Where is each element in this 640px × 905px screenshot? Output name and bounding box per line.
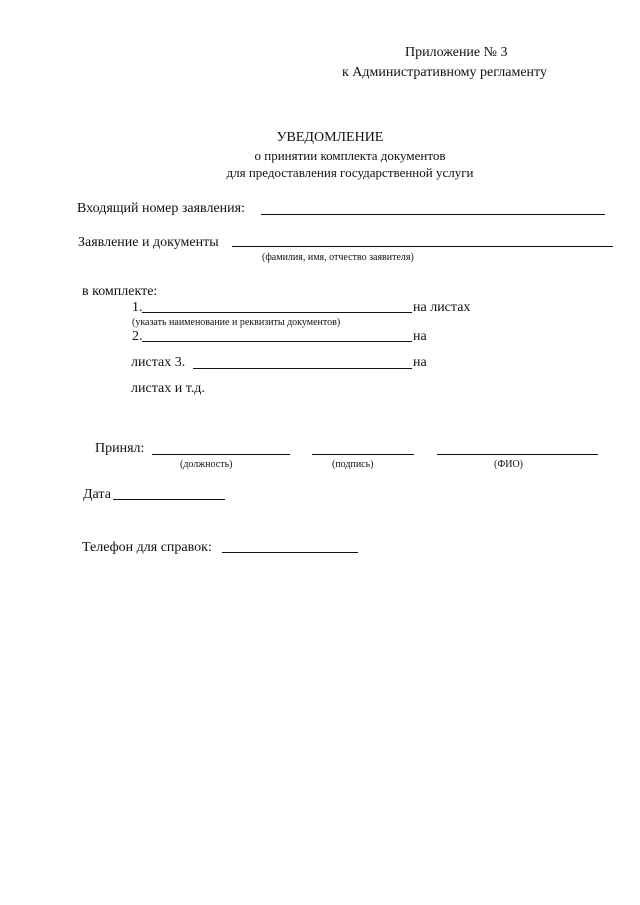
signature-hint: (подпись): [332, 459, 374, 470]
full-name-field[interactable]: [437, 454, 598, 455]
item-3-prefix: листах 3.: [131, 355, 186, 370]
application-documents-label: Заявление и документы: [78, 235, 219, 250]
document-title: УВЕДОМЛЕНИЕ: [276, 130, 384, 145]
full-name-hint: (ФИО): [494, 459, 524, 470]
item-2-number: 2.: [132, 329, 143, 344]
incoming-number-label: Входящий номер заявления:: [77, 201, 245, 216]
date-label: Дата: [83, 487, 111, 502]
etc-line: листах и т.д.: [131, 381, 205, 396]
item-1-number: 1.: [132, 300, 143, 315]
incoming-number-field[interactable]: [261, 214, 605, 215]
item-3-pages-label: на: [413, 355, 427, 370]
item-3-field[interactable]: [193, 368, 412, 369]
phone-label: Телефон для справок:: [82, 540, 212, 555]
item-2-pages-label: на: [413, 329, 427, 344]
document-subtitle-line-1: о принятии комплекта документов: [254, 148, 446, 163]
item-1-field[interactable]: [142, 312, 412, 313]
position-hint: (должность): [180, 459, 233, 470]
item-1-pages-label: на листах: [413, 300, 471, 315]
item-hint: (указать наименование и реквизиты документов): [132, 317, 341, 328]
phone-field[interactable]: [222, 552, 358, 553]
item-2-field[interactable]: [142, 341, 412, 342]
document-subtitle-line-2: для предоставления государственной услуги: [226, 165, 474, 180]
date-field[interactable]: [113, 499, 225, 500]
applicant-name-field[interactable]: [232, 246, 613, 247]
accepted-label: Принял:: [95, 441, 145, 456]
position-field[interactable]: [152, 454, 290, 455]
signature-field[interactable]: [312, 454, 414, 455]
in-set-label: в комплекте:: [82, 284, 158, 299]
appendix-number-line: Приложение № 3: [405, 45, 508, 60]
regulation-reference-line: к Административному регламенту: [342, 65, 547, 80]
applicant-name-hint: (фамилия, имя, отчество заявителя): [262, 252, 414, 263]
